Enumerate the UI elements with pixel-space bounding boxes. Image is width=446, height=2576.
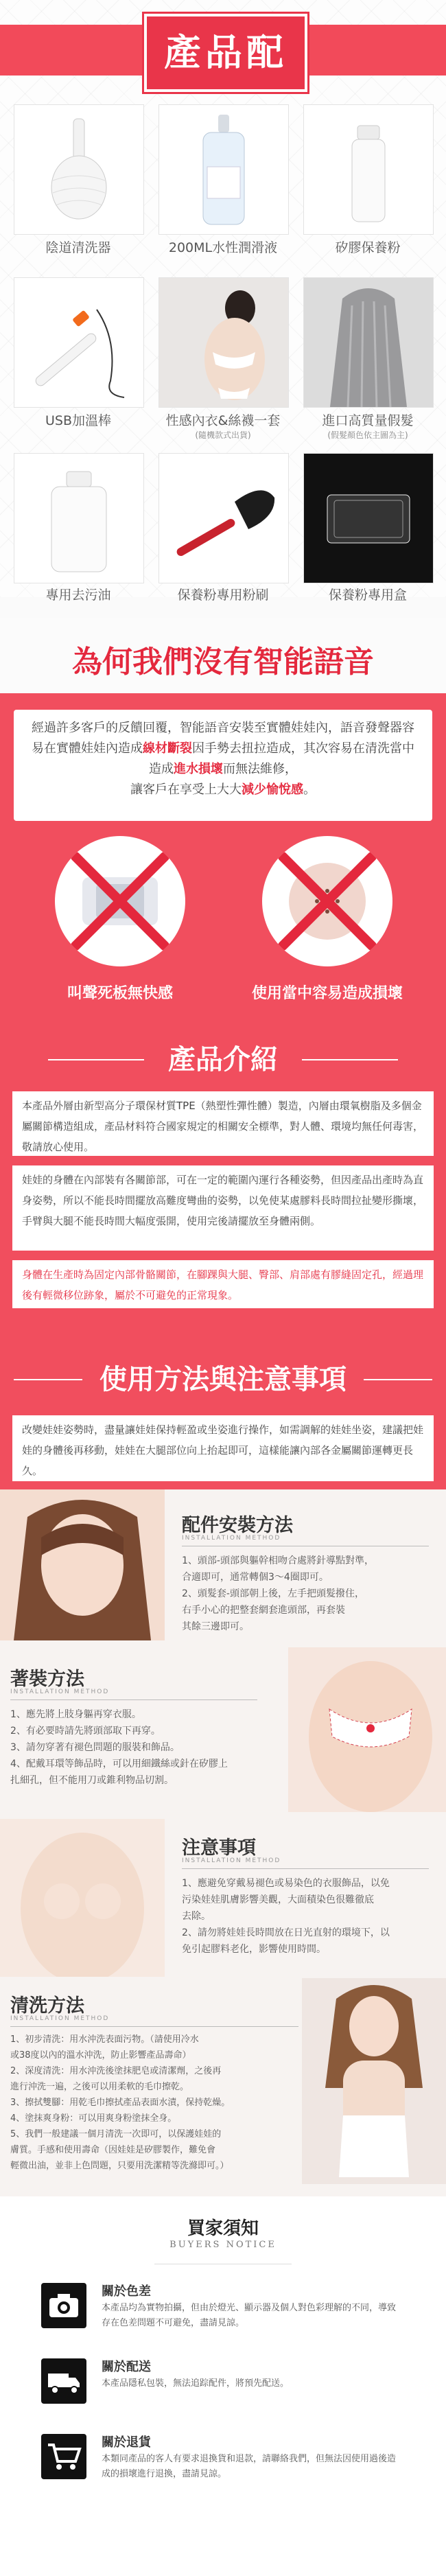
notice-item-color: 關於色差 本產品均為實物拍攝，但由於燈光、顯示器及個人對色彩理解的不同，導致存在色差問題不可避免，盡請見諒。: [41, 2279, 405, 2334]
notice-subtitle: BUYERS NOTICE: [169, 2240, 277, 2250]
accessory-label-7: 專用去污油: [45, 588, 111, 603]
clean-steps: 1、初步清洗：用水沖洗表面污物。（請使用冷水 或38度以內的溫水沖洗，防止影響產品壽命） 2、深度清洗：用水沖洗後塗抹肥皂或清潔劑，之後再 進行沖洗一遍，之後可以用柔軟的毛巾擦乾。 3、擦拭雙腳：用乾毛巾擦拭產品表面水漬，保持乾燥。 4、塗抹爽身粉：可以用爽身粉塗抹全身。 5、我們一般建議一個月清洗一次即可，以保護娃娃的 膚質。手感和使用壽命（因娃娃是矽膠製作，難免會 輕微出油，並非上色問題，只要用洗潔精等洗滌即可。）: [10, 2034, 231, 2171]
voice-speaker-cross-icon: [55, 836, 185, 966]
accessories-title: 產品配: [164, 30, 287, 74]
caution-steps: 1、應避免穿戴易褪色或易染色的衣服飾品，以免 污染娃娃肌膚影響美觀，大面積染色很難徹底 去除。 2、請勿將娃娃長時間放在日光直射的環境下，以 免引起膠料老化，影響使用時間。: [182, 1878, 390, 1955]
accessories-banner: [0, 10, 446, 91]
intro-paragraph-2: 娃娃的身體在內部裝有各關節部，可在一定的範圍內運行各種姿勢，但因產品出產時為直身姿勢，所以不能長時間擺放高難度彎曲的姿勢，以免使某處膠料長時間拉扯變形撕壞，手臂與大腿不能長時間大幅度張開，使用完後請擺放至身體兩側。: [12, 1165, 434, 1251]
cart-icon: [41, 2434, 86, 2479]
caution-subtitle: INSTALLATION METHOD: [182, 1857, 281, 1864]
lingerie-model-image: [159, 277, 289, 408]
accessory-label-4: USB加溫棒: [45, 413, 111, 428]
wig-image: [303, 277, 434, 408]
doll-dress-photo: [288, 1647, 446, 1812]
clean-subtitle: INSTALLATION METHOD: [10, 2015, 110, 2022]
notice-section: [0, 2196, 446, 2576]
install-steps: 1、頭部-頭部與軀幹相吻合處將針導點對準， 合適即可，通常轉個3～4圈即可。 2、頭髮套-頭部朝上後，左手把頭髮撥住， 右手小心的把整套網套進頭部，再套裝 其餘三邊即可。: [182, 1555, 374, 1632]
intro-paragraph-1: 本產品外層由新型高分子環保材質TPE（熱塑性彈性體）製造，內層由環氧樹脂及多個金屬關節構造組成，產品材料符合國家規定的相關安全標準，對人體、環境均無任何毒害，敬請放心使用。: [12, 1091, 434, 1156]
install-subtitle: INSTALLATION METHOD: [182, 1535, 281, 1542]
intro-title-band: [0, 1032, 446, 1087]
usage-title-band: [0, 1352, 446, 1407]
voice-label-left: 叫聲死板無快感: [67, 985, 173, 1002]
clean-title: 清洗方法: [10, 1995, 84, 2017]
powder-case-image: [303, 453, 434, 583]
caution-title: 注意事項: [182, 1837, 256, 1859]
accessory-label-3: 矽膠保養粉: [335, 240, 401, 255]
accessories-section: [0, 0, 446, 603]
usage-paragraph: 改變娃娃姿勢時，盡量讓娃娃保持輕盈或坐姿進行操作，如需調解的娃娃坐姿，建議把娃娃的身體後再移動，娃娃在大腿部位向上抬起即可，這樣能讓內部各金屬關節運轉更長久。: [12, 1415, 434, 1481]
methods-section: [0, 1489, 446, 2196]
voice-section: [0, 618, 446, 1091]
lubricant-image: [159, 104, 289, 235]
dress-steps: 1、應先將上肢身軀再穿衣服。 2、有必要時請先將頭部取下再穿。 3、請勿穿著有褪色問題的服裝和飾品。 4、配戴耳環等飾品時，可以用細鐵絲或針在矽膠上 扎細孔，但不能用刀或錐利物品切割。: [10, 1709, 228, 1786]
accessory-label-1: 陰道清洗器: [45, 240, 111, 255]
powder-brush-image: [159, 453, 289, 583]
usage-title: 使用方法與注意事項: [99, 1363, 347, 1395]
intro-section: [0, 1091, 446, 1352]
voice-header: [0, 618, 446, 693]
cleaning-oil-image: [14, 453, 144, 583]
accessory-label-8: 保養粉專用粉刷: [177, 588, 269, 603]
camera-icon: [41, 2283, 86, 2328]
douche-image: [14, 104, 144, 235]
notice-item-return: 關於退貨 本類同產品的客人有要求退換貨和退款，請聯絡我們，但無法因使用過後造成的損壞進行退換，盡請見諒。: [41, 2430, 405, 2485]
voice-module-cross-icon: [262, 836, 392, 966]
intro-title: 產品介紹: [168, 1043, 278, 1076]
usb-heater-image: [14, 277, 144, 408]
doll-body-photo: [0, 1819, 165, 1977]
accessory-label-2: 200ML水性潤滑液: [168, 240, 278, 255]
voice-label-right: 使用當中容易造成損壞: [251, 985, 403, 1002]
accessory-label-5: 性感內衣&絲襪一套 (隨機款式出貨): [165, 413, 281, 440]
usage-section: [0, 1352, 446, 1489]
accessory-label-6: 進口高質量假髮 (假髮顏色依主圖為主): [322, 413, 414, 440]
doll-head-photo: [0, 1489, 165, 1640]
doll-full-photo: [302, 1978, 446, 2184]
powder-bottle-image: [303, 104, 434, 235]
install-title: 配件安裝方法: [182, 1515, 293, 1536]
voice-text-box: [14, 710, 432, 821]
notice-item-delivery: 關於配送 本產品隱私包裝，無法追踪配件，將預先配送。: [41, 2354, 405, 2409]
voice-paragraph: 經過許多客戶的反饋回覆，智能語音安裝至實體娃娃內，語音發聲器容易在實體娃娃內造成線材斷裂因手勢去扭拉造成，其次容易在清洗當中造成進水損壞而無法維修，: [32, 721, 414, 776]
dress-title: 著裝方法: [10, 1669, 84, 1690]
intro-paragraph-3: 身體在生產時為固定內部骨骼關節，在腳踝與大腿、臀部、肩部處有膠縫固定孔，經過理後有輕微移位跡象，屬於不可避免的正常現象。: [12, 1260, 434, 1308]
accessory-label-9: 保養粉專用盒: [328, 588, 407, 603]
voice-title: 為何我們沒有智能語音: [72, 645, 374, 680]
notice-title: 買家須知: [187, 2218, 259, 2239]
dress-subtitle: INSTALLATION METHOD: [10, 1689, 110, 1695]
notice-header: [0, 2196, 446, 2250]
voice-paragraph-2: 讓客戶在享受上大大減少愉悅感。: [130, 782, 316, 797]
truck-icon: [41, 2358, 86, 2404]
